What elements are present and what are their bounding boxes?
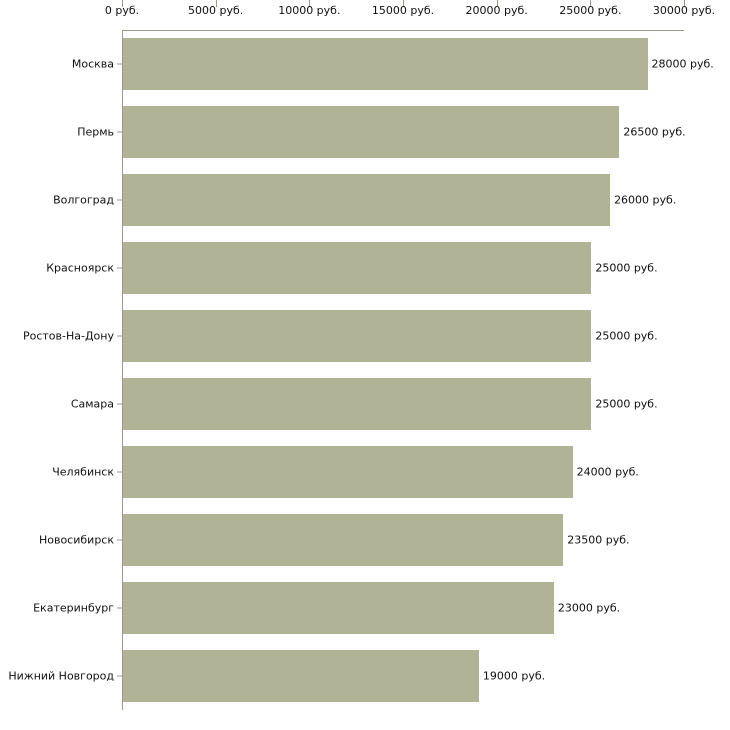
category-label: Самара xyxy=(70,397,114,411)
x-tick-label: 10000 руб. xyxy=(278,4,341,17)
bar[interactable] xyxy=(123,514,563,566)
bar-value-label: 24000 руб. xyxy=(576,465,639,479)
x-tick-label: 15000 руб. xyxy=(371,4,435,17)
y-tick-mark xyxy=(117,404,122,405)
y-tick-mark xyxy=(117,472,122,473)
bar-value-label: 28000 руб. xyxy=(651,57,714,71)
bar[interactable] xyxy=(123,242,591,294)
x-tick-label: 20000 руб. xyxy=(465,4,528,17)
bar[interactable] xyxy=(123,106,619,158)
bar-value-label: 26500 руб. xyxy=(623,125,686,139)
bar-value-label: 25000 руб. xyxy=(595,261,658,275)
category-label: Пермь xyxy=(77,125,114,139)
y-tick-mark xyxy=(117,132,122,133)
bar-row xyxy=(123,106,685,158)
bar-row xyxy=(123,378,685,430)
category-label: Екатеринбург xyxy=(33,601,114,615)
bar-row xyxy=(123,174,685,226)
category-label: Ростов-На-Дону xyxy=(22,329,114,343)
y-tick-mark xyxy=(117,540,122,541)
bar-row xyxy=(123,38,714,90)
x-tick-label: 0 руб. xyxy=(104,4,140,17)
bar[interactable] xyxy=(123,650,479,702)
x-tick-label: 25000 руб. xyxy=(559,4,622,17)
bar[interactable] xyxy=(123,38,648,90)
x-axis-ticks xyxy=(104,4,716,24)
bar-value-label: 19000 руб. xyxy=(482,669,546,683)
category-label: Красноярск xyxy=(46,261,114,275)
bar[interactable] xyxy=(123,378,591,430)
y-axis-category-labels xyxy=(0,30,118,710)
bar-value-label: 26000 руб. xyxy=(614,193,677,207)
bar-row xyxy=(123,582,685,634)
bar-row xyxy=(123,650,685,702)
bar-row xyxy=(123,514,685,566)
plot-area xyxy=(122,30,714,710)
category-label: Волгоград xyxy=(53,193,114,207)
bar-value-label: 23000 руб. xyxy=(557,601,621,615)
y-tick-mark xyxy=(117,608,122,609)
bar[interactable] xyxy=(123,582,554,634)
bar-value-label: 25000 руб. xyxy=(595,329,658,343)
y-tick-mark xyxy=(117,268,122,269)
bar-row xyxy=(123,310,685,362)
bar-row xyxy=(123,446,685,498)
category-label: Новосибирск xyxy=(38,533,114,547)
bar-value-label: 23500 руб. xyxy=(567,533,630,547)
bar-value-label: 25000 руб. xyxy=(595,397,658,411)
bar[interactable] xyxy=(123,174,610,226)
category-label: Челябинск xyxy=(52,465,114,479)
bar[interactable] xyxy=(123,310,591,362)
x-tick-label: 5000 руб. xyxy=(188,4,244,17)
y-tick-mark xyxy=(117,336,122,337)
bar-row xyxy=(123,242,685,294)
category-label: Нижний Новгород xyxy=(8,669,114,683)
x-tick-label: 30000 руб. xyxy=(652,4,716,17)
y-tick-mark xyxy=(117,200,122,201)
y-tick-mark xyxy=(117,676,122,677)
y-tick-mark xyxy=(117,64,122,65)
bar[interactable] xyxy=(123,446,573,498)
category-label: Москва xyxy=(71,57,114,71)
